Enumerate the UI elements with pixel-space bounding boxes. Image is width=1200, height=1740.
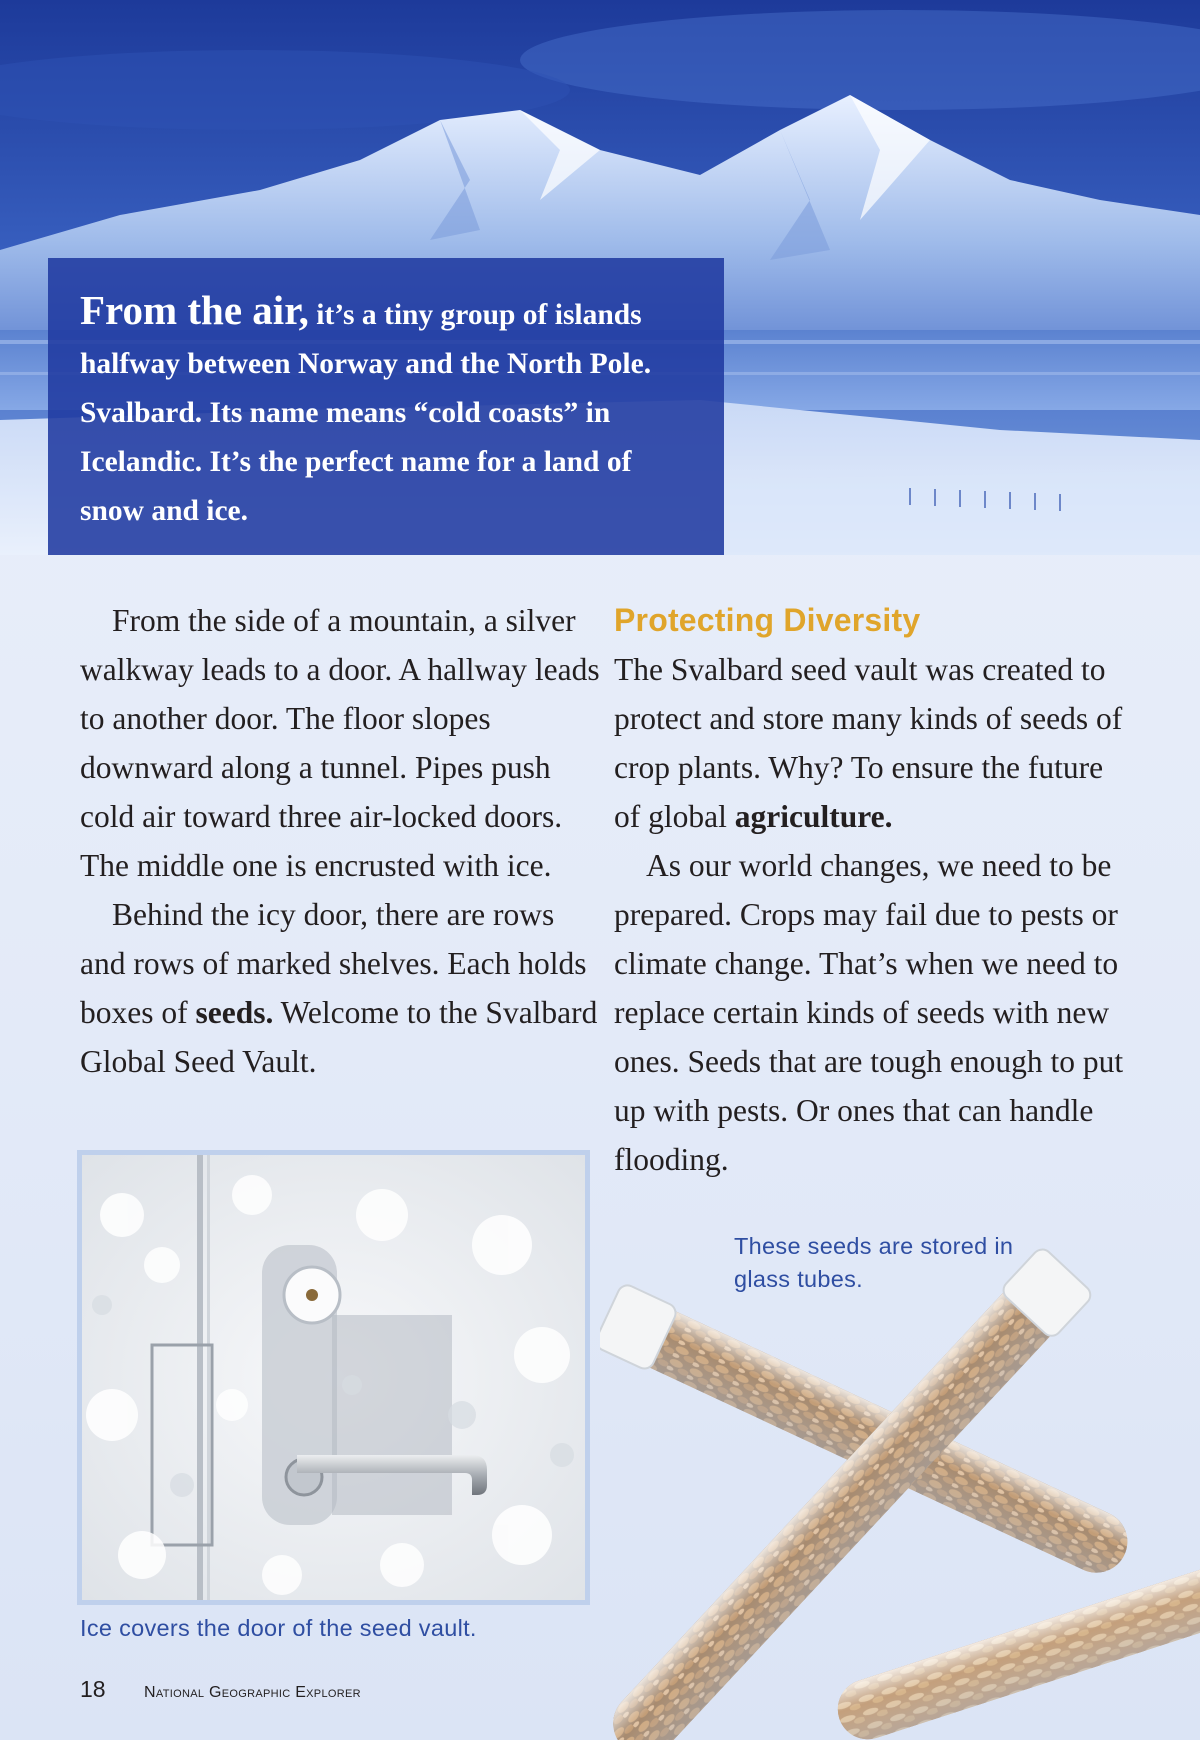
publication-name: National Geographic Explorer	[144, 1684, 361, 1701]
body-paragraph-2-start: Behind the icy door, there are rows and rows of marked shelves. Each holds boxes of	[80, 897, 587, 1030]
body-paragraph-2-end: Welcome to the Svalbard Global Seed Vault.	[80, 995, 598, 1079]
left-column	[80, 596, 600, 1086]
right-column	[614, 596, 1134, 1184]
keyword-seeds: seeds.	[195, 995, 274, 1030]
page-footer	[80, 1676, 361, 1703]
keyword-agriculture: agriculture.	[734, 799, 893, 834]
page-number: 18	[80, 1676, 106, 1702]
frozen-door-image	[82, 1155, 585, 1600]
seed-tubes-photo	[600, 1220, 1200, 1740]
body-paragraph-4: As our world changes, we need to be prepared. Crops may fail due to pests or climate change. That’s when we need to replace certain kinds of seeds with new ones. Seeds that are tough enough to put up with pests. Or ones that can handle flooding.	[614, 848, 1124, 1177]
section-heading: Protecting Diversity	[614, 602, 921, 638]
door-photo	[77, 1150, 590, 1605]
intro-box	[48, 258, 724, 555]
hero-photo	[0, 0, 1200, 555]
body-paragraph-1: From the side of a mountain, a silver walkway leads to a door. A hallway leads to another door. The floor slopes downward along a tunnel. Pipes push cold air toward three air-locked doors. The middle one is encrusted with ice.	[80, 603, 600, 883]
body-paragraph-3	[614, 645, 1134, 841]
intro-paragraph	[80, 286, 692, 536]
door-caption: Ice covers the door of the seed vault.	[80, 1615, 477, 1641]
body-paragraph-3-start: The Svalbard seed vault was created to protect and store many kinds of seeds of crop plants. Why? To ensure the future of global	[614, 652, 1123, 834]
seed-tubes-image	[600, 1220, 1200, 1740]
body-paragraph-2	[80, 890, 600, 1086]
tubes-caption: These seeds are stored in glass tubes.	[734, 1233, 1014, 1292]
intro-lead: From the air,	[80, 287, 309, 333]
intro-text: it’s a tiny group of islands halfway between Norway and the North Pole. Svalbard. Its name means “cold coasts” in Icelandic. It’s the perfect name for a land of snow and ice.	[80, 299, 652, 527]
